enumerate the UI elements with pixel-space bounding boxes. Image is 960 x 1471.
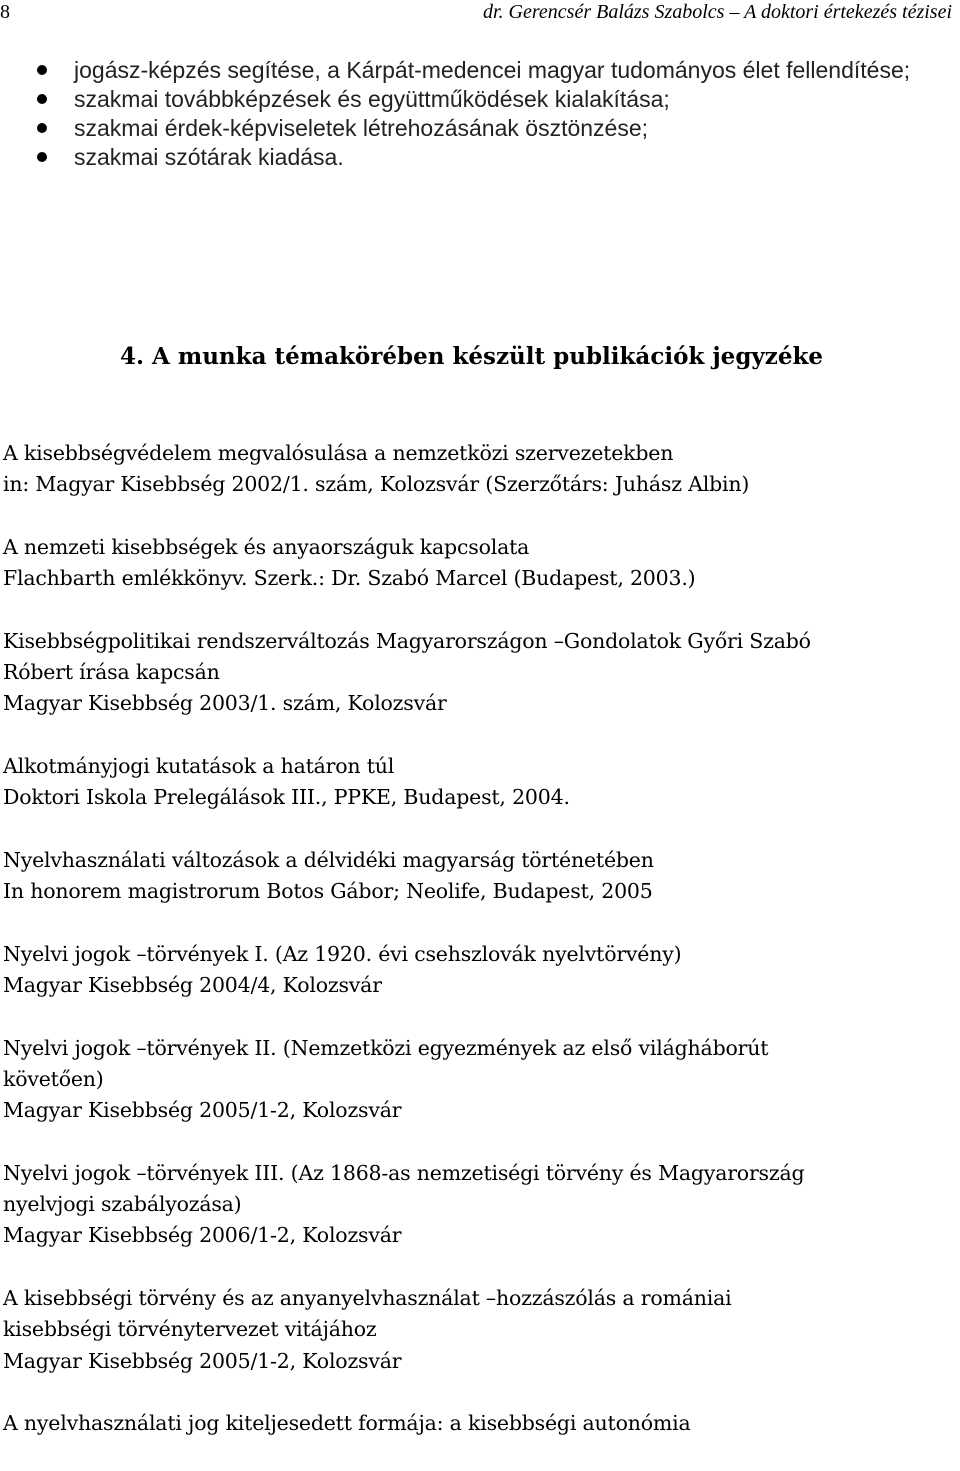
running-title: dr. Gerencsér Balázs Szabolcs – A doktori értekezés tézisei: [482, 1, 952, 23]
publication-entry: Kisebbségpolitikai rendszerváltozás Magyarországon –Gondolatok Győri Szabó Róbert írása kapcsán Magyar Kisebbség 2003/1. szám, Kolozsvár: [3, 628, 811, 716]
page-number: 8: [0, 1, 10, 23]
page-header: [0, 0, 960, 30]
bullet-dot-icon: [37, 152, 47, 162]
publication-list: [3, 438, 955, 1471]
publication-entry: A nemzeti kisebbségek és anyaországuk kapcsolata Flachbarth emlékkönyv. Szerk.: Dr. Szabó Marcel (Budapest, 2003.): [3, 534, 696, 591]
bullet-item: [0, 143, 960, 172]
bullet-text: jogász-képzés segítése, a Kárpát-medencei magyar tudományos élet fellendítése;: [74, 57, 911, 83]
publication-entry: Nyelvi jogok –törvények III. (Az 1868-as nemzetiségi törvény és Magyarország nyelvjogi szabályozása) Magyar Kisebbség 2006/1-2, Kolozsvár: [3, 1160, 805, 1248]
publication-entry: Alkotmányjogi kutatások a határon túl Doktori Iskola Prelegálások III., PPKE, Budapest, 2004.: [3, 753, 570, 810]
publication-entry: A kisebbségi törvény és az anyanyelvhasználat –hozzászólás a romániai kisebbségi törvénytervezet vitájához Magyar Kisebbség 2005/1-2, Kolozsvár: [3, 1286, 732, 1373]
bullet-dot-icon: [37, 123, 47, 133]
bullet-text: szakmai szótárak kiadása.: [74, 144, 344, 170]
publication-entry: A kisebbségvédelem megvalósulása a nemzetközi szervezetekben in: Magyar Kisebbség 2002/1. szám, Kolozsvár (Szerzőtárs: Juhász Albin): [3, 441, 750, 497]
publication-entry: Nyelvi jogok –törvények I. (Az 1920. évi csehszlovák nyelvtörvény) Magyar Kisebbség 2004/4, Kolozsvár: [3, 941, 682, 998]
bullet-dot-icon: [37, 94, 47, 104]
bullet-item: [0, 56, 960, 85]
publication-entry: Nyelvhasználati változások a délvidéki magyarság történetében In honorem magistrorum Botos Gábor; Neolife, Budapest, 2005: [3, 847, 654, 904]
bullet-item: [0, 85, 960, 114]
publication-entry: Nyelvi jogok –törvények II. (Nemzetközi egyezmények az első világháborút követően) Magyar Kisebbség 2005/1-2, Kolozsvár: [3, 1035, 769, 1123]
section-title: 4. A munka témakörében készült publikációk jegyzéke: [120, 343, 824, 370]
bullet-list: [0, 56, 960, 172]
bullet-text: szakmai érdek-képviseletek létrehozásának ösztönzése;: [74, 115, 649, 141]
publication-entry: A nyelvhasználati jog kiteljesedett formája: a kisebbségi autonómia: [3, 1411, 691, 1436]
bullet-text: szakmai továbbképzések és együttműködések kialakítása;: [74, 86, 670, 112]
bullet-item: [0, 114, 960, 143]
bullet-dot-icon: [37, 65, 47, 75]
